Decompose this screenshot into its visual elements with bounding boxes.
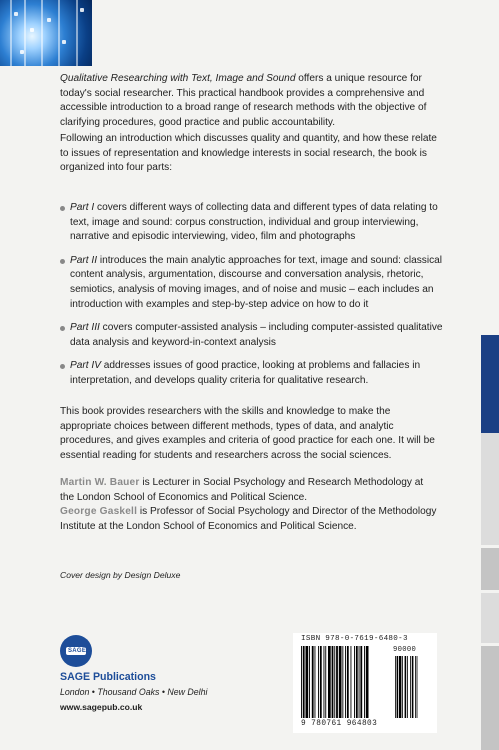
- list-item: [60, 359, 444, 388]
- bullet-icon: [60, 364, 65, 369]
- author-bio: [60, 476, 440, 505]
- list-item: [60, 201, 444, 245]
- isbn-number: ISBN 978-0-7619-6480-3: [301, 635, 408, 643]
- logo-text: SAGE: [68, 648, 87, 654]
- part-description: addresses issues of good practice, looking at problems and fallacies in interpretation, and develops quality criteria for qualitative research.: [70, 360, 421, 386]
- author-name: Martin W. Bauer: [60, 477, 140, 488]
- cover-design-credit: Cover design by Design Deluxe: [60, 570, 181, 580]
- part-label: Part IV: [70, 360, 101, 372]
- part-label: Part II: [70, 254, 98, 266]
- sidebar-grey-block: [481, 548, 499, 590]
- intro-text: offers a unique resource for today's social researcher. This practical handbook provides a comprehensive and accessible introduction to a broad range of research methods with the objective of clarifying procedures, good practice and public accountability.: [60, 73, 427, 128]
- author-bios: [60, 476, 440, 534]
- overview-paragraph: Following an introduction which discusses quality and quantity, and how these relate to issues of representation and knowledge interests in social research, the book is organized into four parts:: [60, 133, 437, 174]
- summary-paragraph: This book provides researchers with the skills and knowledge to make the appropriate choices between different methods, types of data, and analytic procedures, and gives examples and criteria of good practice for each one. It will be essential reading for students and researchers across the social sciences.: [60, 406, 435, 461]
- part-label: Part III: [70, 322, 100, 334]
- part-description: covers computer-assisted analysis – including computer-assisted qualitative data analysis and keyword-in-context analysis: [70, 322, 443, 348]
- publisher-url: www.sagepub.co.uk: [60, 702, 143, 712]
- barcode-icon: [301, 646, 429, 718]
- sidebar-grey-block: [481, 646, 499, 750]
- intro-paragraph: [60, 72, 438, 130]
- cover-corner-artwork: [0, 0, 92, 66]
- parts-list: [60, 201, 444, 398]
- author-name: George Gaskell: [60, 506, 138, 518]
- publisher-cities: London • Thousand Oaks • New Delhi: [60, 687, 208, 697]
- part-description: covers different ways of collecting data and different types of data relating to text, image and sound: corpus construction, individual and group interviewing, narrative and episodic interviewing, video, film and photographs: [70, 202, 438, 243]
- part-label: Part I: [70, 202, 95, 213]
- list-item: [60, 321, 444, 350]
- sage-logo-icon: [60, 635, 92, 667]
- author-description: is Lecturer in Social Psychology and Research Methodology at the London School of Economics and Political Science.: [60, 477, 424, 503]
- isbn-barcode: [293, 633, 437, 733]
- list-item: [60, 254, 444, 312]
- author-bio: [60, 505, 440, 534]
- book-title: Qualitative Researching with Text, Image and Sound: [60, 73, 296, 84]
- author-description: is Professor of Social Psychology and Director of the Methodology Institute at the London School of Economics and Political Science.: [60, 506, 437, 532]
- bullet-icon: [60, 206, 65, 211]
- sidebar-grey-block: [481, 433, 499, 545]
- bullet-icon: [60, 259, 65, 264]
- barcode-addon: 90000: [393, 646, 417, 654]
- bullet-icon: [60, 326, 65, 331]
- sidebar-navy-block: [481, 335, 499, 433]
- barcode-digits: 9 780761 964803: [301, 720, 378, 728]
- sidebar-grey-block: [481, 593, 499, 643]
- part-description: introduces the main analytic approaches for text, image and sound: classical content analysis, argumentation, discourse and conversation analysis, rhetoric, semiotics, analysis of moving images, and of noise and music – each includes an introduction with examples and step-by-step advice on how to do it: [70, 254, 443, 310]
- publisher-name: SAGE Publications: [60, 671, 156, 683]
